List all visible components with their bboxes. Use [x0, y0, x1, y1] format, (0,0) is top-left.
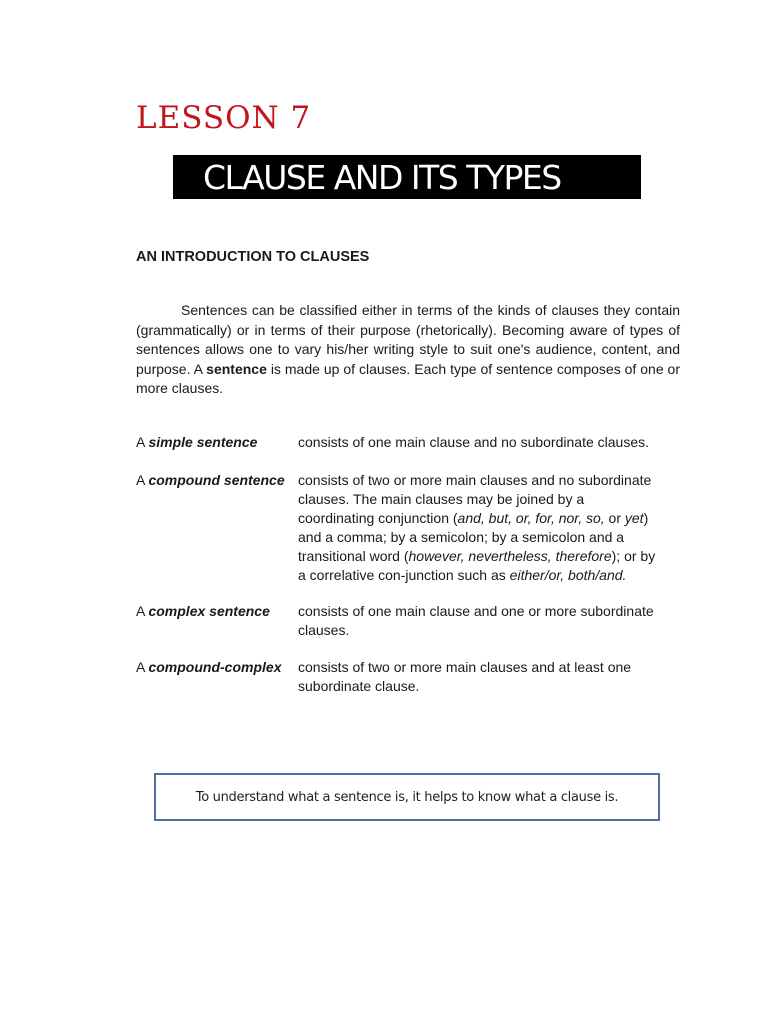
definition-complex-sentence — [136, 602, 696, 640]
desc-text: consists of two or more main clauses and no subordinate clauses. The main clauses may be joined by a coordinating conjunction ( — [298, 472, 652, 526]
definition-compound-sentence — [136, 471, 696, 585]
definition-term — [136, 433, 257, 452]
intro-text-2: is made up of clauses. Each type of sentence composes of one or more clauses. — [136, 360, 680, 396]
callout-text: To understand what a sentence is, it helps to know what a clause is. — [195, 789, 619, 805]
desc-italic: either/or, both/and. — [509, 567, 627, 583]
lesson-number: LESSON 7 — [136, 100, 312, 136]
term-name: complex sentence — [148, 603, 270, 619]
callout-box — [154, 773, 660, 821]
term-name: compound sentence — [148, 472, 285, 488]
definition-description: consists of two or more main clauses and at least one subordinate clause. — [298, 659, 632, 694]
term-article: A — [136, 659, 149, 675]
intro-bold-term: sentence — [206, 360, 267, 377]
desc-text: ) and a comma; by a semicolon; by a semicolon and a transitional word ( — [298, 510, 649, 564]
desc-italic: however, nevertheless, therefore — [408, 548, 612, 564]
term-name: compound-complex — [148, 659, 282, 675]
desc-italic: yet — [624, 510, 644, 526]
term-article: A — [136, 434, 149, 450]
section-heading: AN INTRODUCTION TO CLAUSES — [136, 249, 370, 265]
definition-term — [136, 658, 281, 677]
definition-compound-complex-sentence — [136, 658, 696, 696]
definition-term — [136, 471, 285, 490]
term-article: A — [136, 472, 149, 488]
term-article: A — [136, 603, 149, 619]
definition-description: consists of one main clause and one or more subordinate clauses. — [298, 603, 654, 638]
term-name: simple sentence — [148, 434, 258, 450]
definition-description: consists of one main clause and no subordinate clauses. — [298, 434, 649, 450]
definition-description — [298, 471, 658, 585]
intro-text-1: Sentences can be classified either in terms of the kinds of clauses they contain (grammatically) or in terms of their purpose (rhetorically). Becoming aware of types of sentences allows one to vary his/her writing style to suit one's audience, content, and purpose. A — [136, 302, 680, 377]
desc-text: ); or by a correlative con-junction such as — [298, 548, 656, 583]
definition-simple-sentence — [136, 433, 696, 452]
page-title: CLAUSE AND ITS TYPES — [173, 155, 641, 199]
desc-text: or — [604, 510, 625, 526]
desc-italic: and, but, or, for, nor, so, — [457, 510, 605, 526]
definition-term — [136, 602, 270, 621]
intro-paragraph — [136, 301, 680, 399]
